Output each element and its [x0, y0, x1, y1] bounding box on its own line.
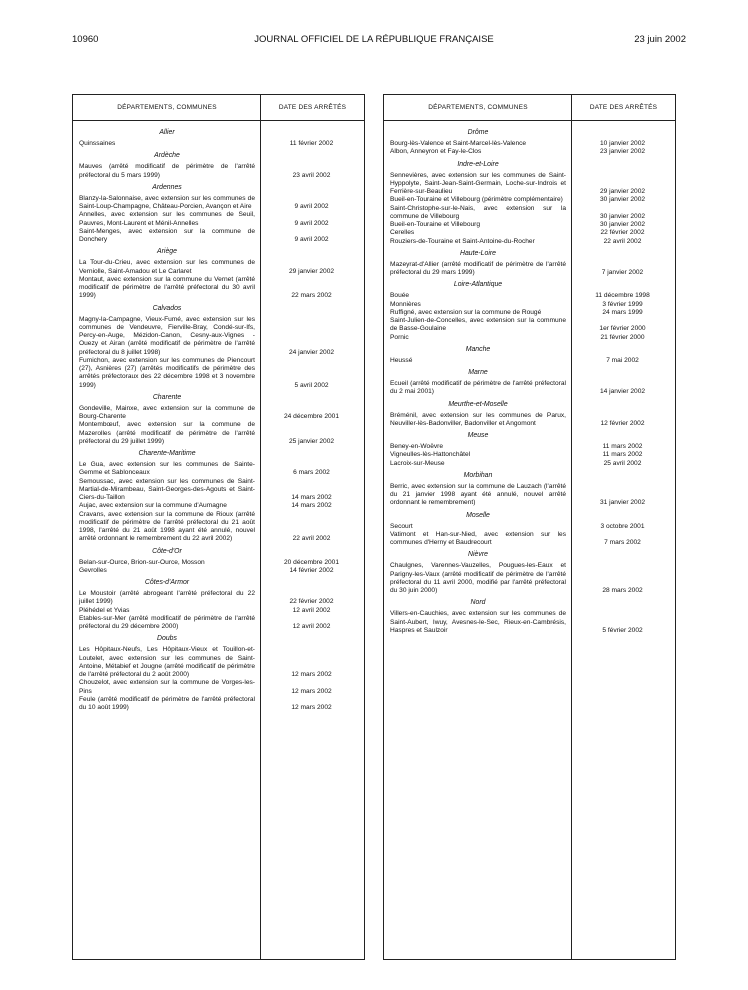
commune-name: Chaulgnes, Varennes-Vauzelles, Pougues-les-Eaux et Parigny-les-Vaux (arrêté modificatif de périmètre de l'arrêté préfectoral du 11 avril 2000, modifié par l'arrêté préfectoral du 30 juin 2000)	[390, 562, 566, 594]
commune-name: Sennevières, avec extension sur les communes de Saint-Hyppolyte, Saint-Jean-Saint-Germain, Loche-sur-Indrois et Ferrière-sur-Beaulieu	[390, 171, 566, 195]
table-row	[73, 405, 364, 422]
commune-name: Bueil-en-Touraine et Villebourg	[390, 221, 481, 228]
arrete-date: 14 mars 2002	[291, 494, 332, 501]
commune-name: Belan-sur-Ource, Brion-sur-Ource, Mosson	[79, 558, 205, 566]
table-row	[384, 610, 675, 635]
commune-name: Montembœuf, avec extension sur la commune de Mazerolles (arrêté modificatif de périmètre de l'arrêté préfectoral du 29 juillet 1999)	[79, 421, 255, 445]
arrete-date: 9 avril 2002	[294, 203, 329, 210]
arrete-date: 12 avril 2002	[292, 606, 331, 614]
table-row	[384, 301, 675, 309]
department-heading: Marne	[468, 369, 488, 376]
commune-name: Rouziers-de-Touraine et Saint-Antoine-du-Rocher	[390, 237, 535, 245]
arrete-date: 6 mars 2002	[293, 469, 330, 477]
table-row	[73, 195, 364, 212]
arrete-date: 22 avril 2002	[603, 237, 642, 245]
page-number: 10960	[72, 34, 99, 45]
table-row	[384, 229, 675, 237]
commune-name: Secourt	[390, 522, 413, 530]
column-header-departements: DÉPARTEMENTS, COMMUNES	[384, 95, 572, 121]
arrete-date: 21 février 2000	[600, 333, 645, 341]
column-header-departements: DÉPARTEMENTS, COMMUNES	[73, 95, 261, 121]
commune-name: Bourg-lès-Valence et Saint-Marcel-lès-Valence	[390, 140, 527, 147]
arrete-date: 14 février 2002	[289, 566, 334, 574]
arrete-date: 7 janvier 2002	[601, 269, 644, 276]
arrete-date: 5 avril 2002	[294, 381, 329, 389]
table-row	[384, 412, 675, 429]
table-row	[384, 309, 675, 317]
arrete-date: 11 mars 2002	[602, 443, 643, 450]
department-heading: Loire-Atlantique	[453, 281, 503, 289]
arrete-date: 7 mai 2002	[606, 356, 639, 364]
commune-name: Le Gua, avec extension sur les communes de Sainte-Gemme et Sablonceaux	[79, 461, 255, 477]
arrete-date: 22 mars 2002	[291, 292, 332, 300]
commune-name: Gevrolles	[79, 566, 107, 574]
arrete-date: 24 décembre 2001	[284, 413, 339, 420]
arrete-date: 30 janvier 2002	[599, 212, 646, 220]
arrete-date: 9 avril 2002	[294, 236, 329, 243]
arrete-date: 23 janvier 2002	[599, 148, 646, 156]
issue-date: 23 juin 2002	[634, 34, 686, 45]
arrete-date: 24 mars 1999	[602, 308, 643, 316]
arrete-date: 11 décembre 1998	[595, 292, 650, 300]
commune-name: Bouée	[390, 292, 410, 300]
commune-name: Feule (arrêté modificatif de périmètre de l'arrêté préfectoral du 10 août 1999)	[79, 695, 255, 711]
table-row	[384, 148, 675, 156]
commune-name: Saint-Julien-de-Concelles, avec extension sur la commune de Basse-Goulaine	[390, 317, 566, 333]
arrete-date: 29 janvier 2002	[288, 267, 335, 275]
commune-name: Vigneulles-lès-Hattonchâtel	[390, 451, 471, 459]
column-header-date: DATE DES ARRÊTÉS	[261, 95, 364, 121]
table-row	[384, 261, 675, 278]
table-row	[73, 502, 364, 510]
left-table	[72, 94, 365, 960]
commune-name: Vatimont et Han-sur-Nied, avec extension sur les communes d'Herny et Baudrecourt	[390, 530, 566, 546]
right-table	[383, 94, 676, 960]
arrete-date: 10 janvier 2002	[599, 140, 646, 147]
department-heading: Indre-et-Loire	[457, 160, 499, 168]
commune-name: Aujac, avec extension sur la commune d'Aumagne	[79, 502, 227, 510]
commune-name: Pornic	[390, 333, 409, 341]
department-heading: Calvados	[152, 304, 182, 312]
table-row	[73, 646, 364, 679]
table-row	[384, 531, 675, 548]
department-heading: Côte-d'Or	[152, 547, 182, 555]
table-row	[384, 292, 675, 300]
table-row	[73, 511, 364, 544]
table-row	[73, 607, 364, 615]
commune-name: Montaut, avec extension sur la commune du Vernet (arrêté modificatif de périmètre de l'arrêté préfectoral du 30 avril 1999)	[79, 275, 255, 300]
table-row	[384, 451, 675, 459]
table-row	[73, 163, 364, 180]
commune-name: Etables-sur-Mer (arrêté modificatif de périmètre de l'arrêté préfectoral du 29 décembre 2000)	[79, 614, 255, 630]
commune-name: Quinssaines	[79, 140, 116, 147]
department-heading: Meurthe-et-Moselle	[448, 400, 508, 408]
table-row	[73, 276, 364, 301]
commune-name: Beney-en-Woëvre	[390, 443, 444, 450]
commune-name: Cerelles	[390, 229, 415, 237]
arrete-date: 7 mars 2002	[604, 539, 641, 546]
department-heading: Nièvre	[468, 551, 488, 559]
arrete-date: 9 avril 2002	[294, 219, 329, 227]
arrete-date: 12 mars 2002	[291, 704, 332, 711]
arrete-date: 1er février 2000	[599, 325, 646, 333]
arrete-date: 31 janvier 2002	[599, 499, 646, 507]
commune-name: Ecueil (arrêté modificatif de périmètre de l'arrêté préfectoral du 2 mai 2001)	[390, 380, 566, 396]
table-row	[73, 696, 364, 713]
commune-name: Saint-Menges, avec extension sur la commune de Donchery	[79, 227, 255, 243]
table-row	[73, 461, 364, 478]
arrete-date: 11 février 2002	[289, 140, 334, 147]
left-table-body	[73, 125, 364, 712]
table-row	[384, 205, 675, 222]
arrete-date: 3 octobre 2001	[600, 522, 645, 530]
arrete-date: 11 mars 2002	[602, 451, 643, 459]
table-row	[384, 221, 675, 229]
arrete-date: 28 mars 2002	[602, 587, 643, 594]
department-heading: Ardèche	[154, 152, 180, 160]
table-row	[384, 196, 675, 204]
department-heading: Côtes-d'Armor	[144, 579, 190, 586]
table-row	[384, 140, 675, 148]
arrete-date: 30 janvier 2002	[599, 221, 646, 228]
commune-name: Bréménil, avec extension sur les communes de Parux, Neuviller-lès-Badonviller, Badonviller et Angomont	[390, 411, 566, 427]
table-row	[384, 483, 675, 508]
arrete-date: 25 avril 2002	[603, 459, 642, 467]
table-row	[73, 559, 364, 567]
table-row	[73, 259, 364, 276]
table-row	[384, 523, 675, 531]
arrete-date: 12 février 2002	[600, 419, 645, 427]
table-row	[384, 443, 675, 451]
commune-name: La Tour-du-Crieu, avec extension sur les communes de Verniolle, Saint-Amadou et Le Carlaret	[79, 259, 255, 275]
arrete-date: 23 avril 2002	[292, 171, 331, 179]
commune-name: Monnières	[390, 300, 421, 308]
table-row	[384, 357, 675, 365]
commune-name: Pléhédel et Yvias	[79, 606, 130, 614]
arrete-date: 22 février 2002	[600, 229, 645, 237]
arrete-date: 20 décembre 2001	[284, 558, 339, 566]
commune-name: Mauves (arrêté modificatif de périmètre de l'arrêté préfectoral du 5 mars 1999)	[79, 163, 255, 179]
department-heading: Ariège	[157, 248, 177, 256]
commune-name: Berric, avec extension sur la commune de Lauzach (l'arrêté du 21 janvier 1998 ayant été annulé, nouvel arrêté ordonnant le remembrement)	[390, 482, 566, 507]
commune-name: Saint-Christophe-sur-le-Nais, avec extension sur la commune de Villebourg	[390, 204, 566, 220]
department-heading: Meuse	[467, 432, 489, 439]
table-row	[73, 316, 364, 357]
arrete-date: 22 avril 2002	[292, 535, 331, 543]
commune-name: Fumichon, avec extension sur les communes de Piencourt (27), Asnières (27) (arrêtés modificatifs de périmètre des arrêtés préfectoraux des 22 décembre 1998 et 3 novembre 1999)	[79, 356, 255, 389]
table-row	[384, 460, 675, 468]
commune-name: Blanzy-la-Salonnaise, avec extension sur les communes de Saint-Loup-Champagne, Château-Porcien, Avançon et Aire	[79, 194, 255, 210]
arrete-date: 22 février 2002	[289, 598, 334, 606]
arrete-date: 12 mars 2002	[291, 687, 332, 695]
table-row	[384, 172, 675, 197]
commune-name: Les Hôpitaux-Neufs, Les Hôpitaux-Vieux et Touillon-et-Loutelet, avec extension sur les communes de Saint-Antoine, Métabief et Jougne (arrêté modificatif de périmètre de l'arrêté préfectoral du 2 août 2000)	[79, 646, 255, 678]
department-heading: Manche	[465, 345, 491, 353]
table-row	[73, 421, 364, 446]
commune-name: Heussé	[390, 356, 413, 364]
commune-name: Semoussac, avec extension sur les communes de Saint-Martial-de-Mirambeau, Saint-Georges-des-Agouts et Saint-Ciers-du-Taillon	[79, 477, 255, 501]
table-row	[73, 567, 364, 575]
table-row	[384, 334, 675, 342]
department-heading: Doubs	[157, 635, 177, 643]
arrete-date: 3 février 1999	[602, 300, 643, 308]
department-heading: Morbihan	[463, 471, 493, 479]
arrete-date: 12 avril 2002	[292, 623, 331, 630]
commune-name: Mazeyrat-d'Allier (arrêté modificatif de périmètre de l'arrêté préfectoral du 29 mars 1999)	[390, 260, 566, 276]
commune-name: Gondeville, Mainxe, avec extension sur la commune de Bourg-Charente	[79, 404, 255, 420]
department-heading: Drôme	[467, 129, 489, 136]
table-row	[384, 317, 675, 334]
table-row	[73, 478, 364, 503]
arrete-date: 12 mars 2002	[291, 671, 332, 678]
department-heading: Allier	[159, 129, 175, 136]
department-heading: Ardennes	[152, 183, 182, 191]
commune-name: Villers-en-Cauchies, avec extension sur les communes de Saint-Aubert, Iwuy, Avesnes-le-Sec, Rieux-en-Cambrésis, Haspres et Saulzoir	[390, 610, 566, 634]
table-row	[384, 562, 675, 595]
arrete-date: 24 janvier 2002	[288, 348, 335, 356]
table-row	[73, 228, 364, 245]
column-header-date: DATE DES ARRÊTÉS	[572, 95, 675, 121]
department-heading: Nord	[470, 599, 486, 607]
commune-name: Magny-la-Campagne, Vieux-Fumé, avec extension sur les communes de Vendeuvre, Fierville-Bray, Condé-sur-Ifs, Percy-en-Auge, Mézidon-Canon, Cesny-aux-Vignes - Ouezy et Airan (arrêté modificatif de périmètre de l'arrêté préfectoral du 8 juillet 1998)	[79, 315, 255, 356]
commune-name: Bueil-en-Touraine et Villebourg (périmètre complémentaire)	[390, 196, 563, 204]
table-row	[384, 380, 675, 397]
table-row	[384, 238, 675, 246]
commune-name: Chouzelot, avec extension sur la commune de Vorges-les-Pins	[79, 679, 255, 695]
table-row	[73, 357, 364, 390]
commune-name: Albon, Anneyron et Fay-le-Clos	[390, 148, 482, 156]
table-row	[73, 615, 364, 632]
department-heading: Charente	[152, 393, 182, 401]
commune-name: Le Moustoir (arrêté abrogeant l'arrêté préfectoral du 22 juillet 1999)	[79, 590, 255, 606]
arrete-date: 14 mars 2002	[291, 502, 332, 510]
table-row	[73, 590, 364, 607]
table-row	[73, 211, 364, 228]
table-row	[73, 140, 364, 148]
arrete-date: 14 janvier 2002	[599, 388, 646, 396]
commune-name: Ruffigné, avec extension sur la commune de Rougé	[390, 308, 542, 316]
right-table-body	[384, 125, 675, 635]
arrete-date: 5 février 2002	[602, 626, 643, 634]
department-heading: Haute-Loire	[459, 249, 496, 257]
table-row	[73, 679, 364, 696]
department-heading: Charente-Maritime	[138, 450, 196, 457]
commune-name: Annelles, avec extension sur les communes de Seuil, Pauvres, Mont-Laurent et Ménil-Annelles	[79, 211, 255, 227]
arrete-date: 25 janvier 2002	[288, 437, 335, 445]
commune-name: Lacroix-sur-Meuse	[390, 459, 445, 467]
journal-title: JOURNAL OFFICIEL DE LA RÉPUBLIQUE FRANÇAISE	[254, 34, 494, 45]
department-heading: Moselle	[466, 511, 490, 519]
commune-name: Cravans, avec extension sur la commune de Rioux (arrêté modificatif de périmètre de l'arrêté préfectoral du 21 août 1998, l'arrêté du 21 août 1998 ayant été annulé, nouvel arrêté ordonnant le remembrement du 22 avril 2002)	[79, 510, 255, 543]
arrete-date: 30 janvier 2002	[599, 196, 646, 204]
arrete-date: 29 janvier 2002	[599, 188, 646, 195]
